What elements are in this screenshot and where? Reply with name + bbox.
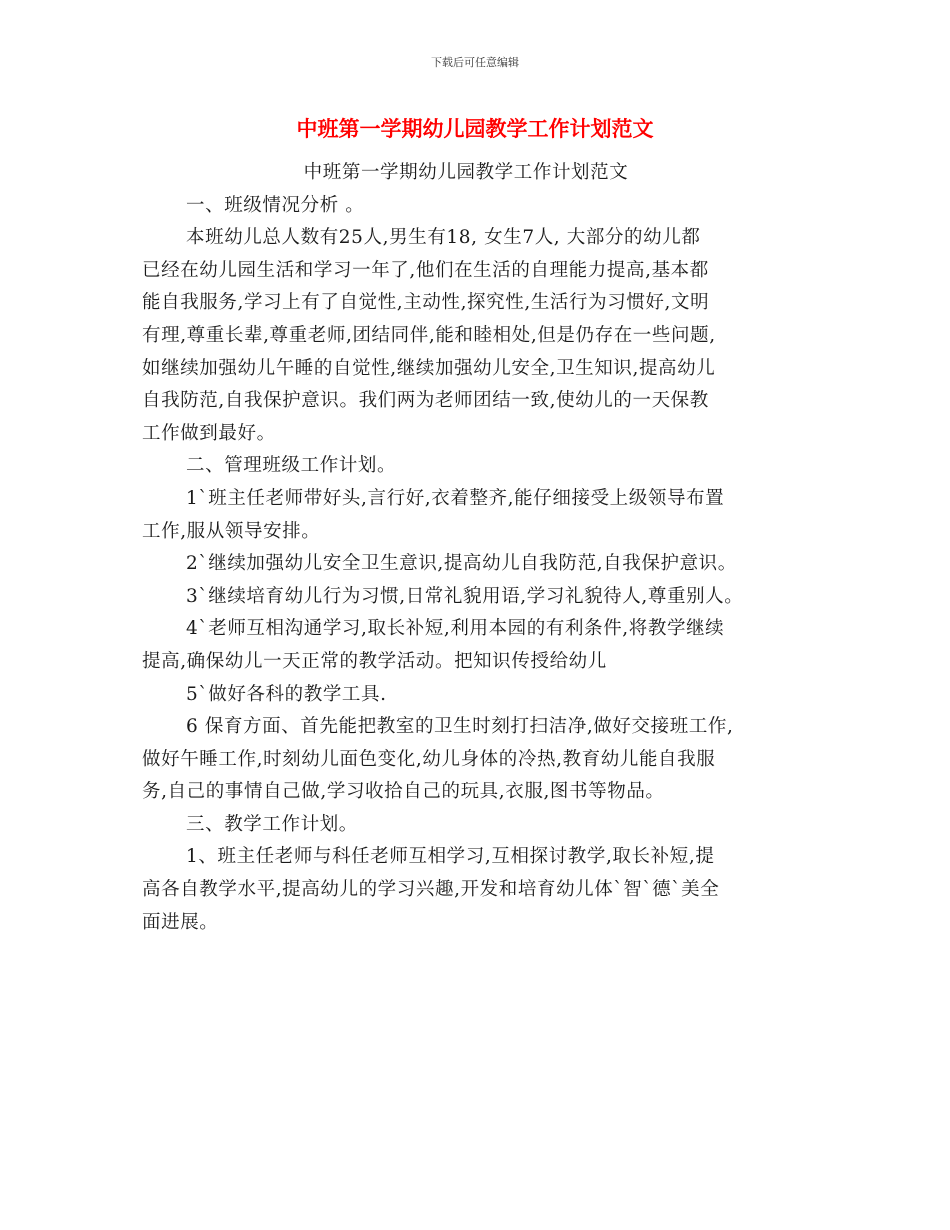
paragraph-line: 有理,尊重长辈,尊重老师,团结同伴,能和睦相处,但是仍存在一些问题, — [142, 324, 716, 346]
list-item-line: 1、班主任老师与科任老师互相学习,互相探讨教学,取长补短,提 — [186, 846, 715, 868]
list-item-line: 6 保育方面、首先能把教室的卫生时刻打扫洁净,做好交接班工作, — [186, 716, 734, 738]
list-item-line: 工作,服从领导安排。 — [142, 520, 321, 542]
list-item-line: 面进展。 — [142, 911, 219, 933]
list-item-line: 2`继续加强幼儿安全卫生意识,提高幼儿自我防范,自我保护意识。 — [186, 553, 737, 575]
page-header-note: 下载后可任意编辑 — [431, 56, 519, 69]
section-heading-1: 一、班级情况分析 。 — [186, 194, 365, 216]
paragraph-line: 如继续加强幼儿午睡的自觉性,继续加强幼儿安全,卫生知识,提高幼儿 — [142, 357, 716, 379]
list-item-line: 4`老师互相沟通学习,取长补短,利用本园的有利条件,将教学继续 — [186, 618, 725, 640]
document-body — [142, 157, 812, 939]
section-heading-2: 二、管理班级工作计划。 — [186, 455, 397, 477]
list-item-line: 1`班主任老师带好头,言行好,衣着整齐,能仔细接受上级领导布置 — [186, 487, 725, 509]
list-item-line: 做好午睡工作,时刻幼儿面色变化,幼儿身体的冷热,教育幼儿能自我服 — [142, 748, 716, 770]
paragraph-line: 能自我服务,学习上有了自觉性,主动性,探究性,生活行为习惯好,文明 — [142, 292, 710, 314]
list-item-line: 提高,确保幼儿一天正常的教学活动。把知识传授给幼儿 — [142, 650, 607, 672]
section-heading-3: 三、教学工作计划。 — [186, 813, 358, 835]
list-item-line: 高各自教学水平,提高幼儿的学习兴趣,开发和培育幼儿体`智`德`美全 — [142, 879, 720, 901]
list-item-line: 务,自己的事情自己做,学习收拾自己的玩具,衣服,图书等物品。 — [142, 781, 665, 803]
body-subtitle: 中班第一学期幼儿园教学工作计划范文 — [303, 162, 629, 183]
paragraph-line: 本班幼儿总人数有25人,男生有18, 女生7人, 大部分的幼儿都 — [186, 227, 701, 249]
paragraph-line: 工作做到最好。 — [142, 422, 276, 444]
paragraph-line: 自我防范,自我保护意识。我们两为老师团结一致,使幼儿的一天保教 — [142, 390, 709, 412]
document-title: 中班第一学期幼儿园教学工作计划范文 — [296, 116, 654, 141]
paragraph-line: 已经在幼儿园生活和学习一年了,他们在生活的自理能力提高,基本都 — [142, 259, 709, 281]
list-item-line: 3`继续培育幼儿行为习惯,日常礼貌用语,学习礼貌待人,尊重别人。 — [186, 585, 744, 607]
list-item-line: 5`做好各科的教学工具. — [186, 683, 387, 705]
